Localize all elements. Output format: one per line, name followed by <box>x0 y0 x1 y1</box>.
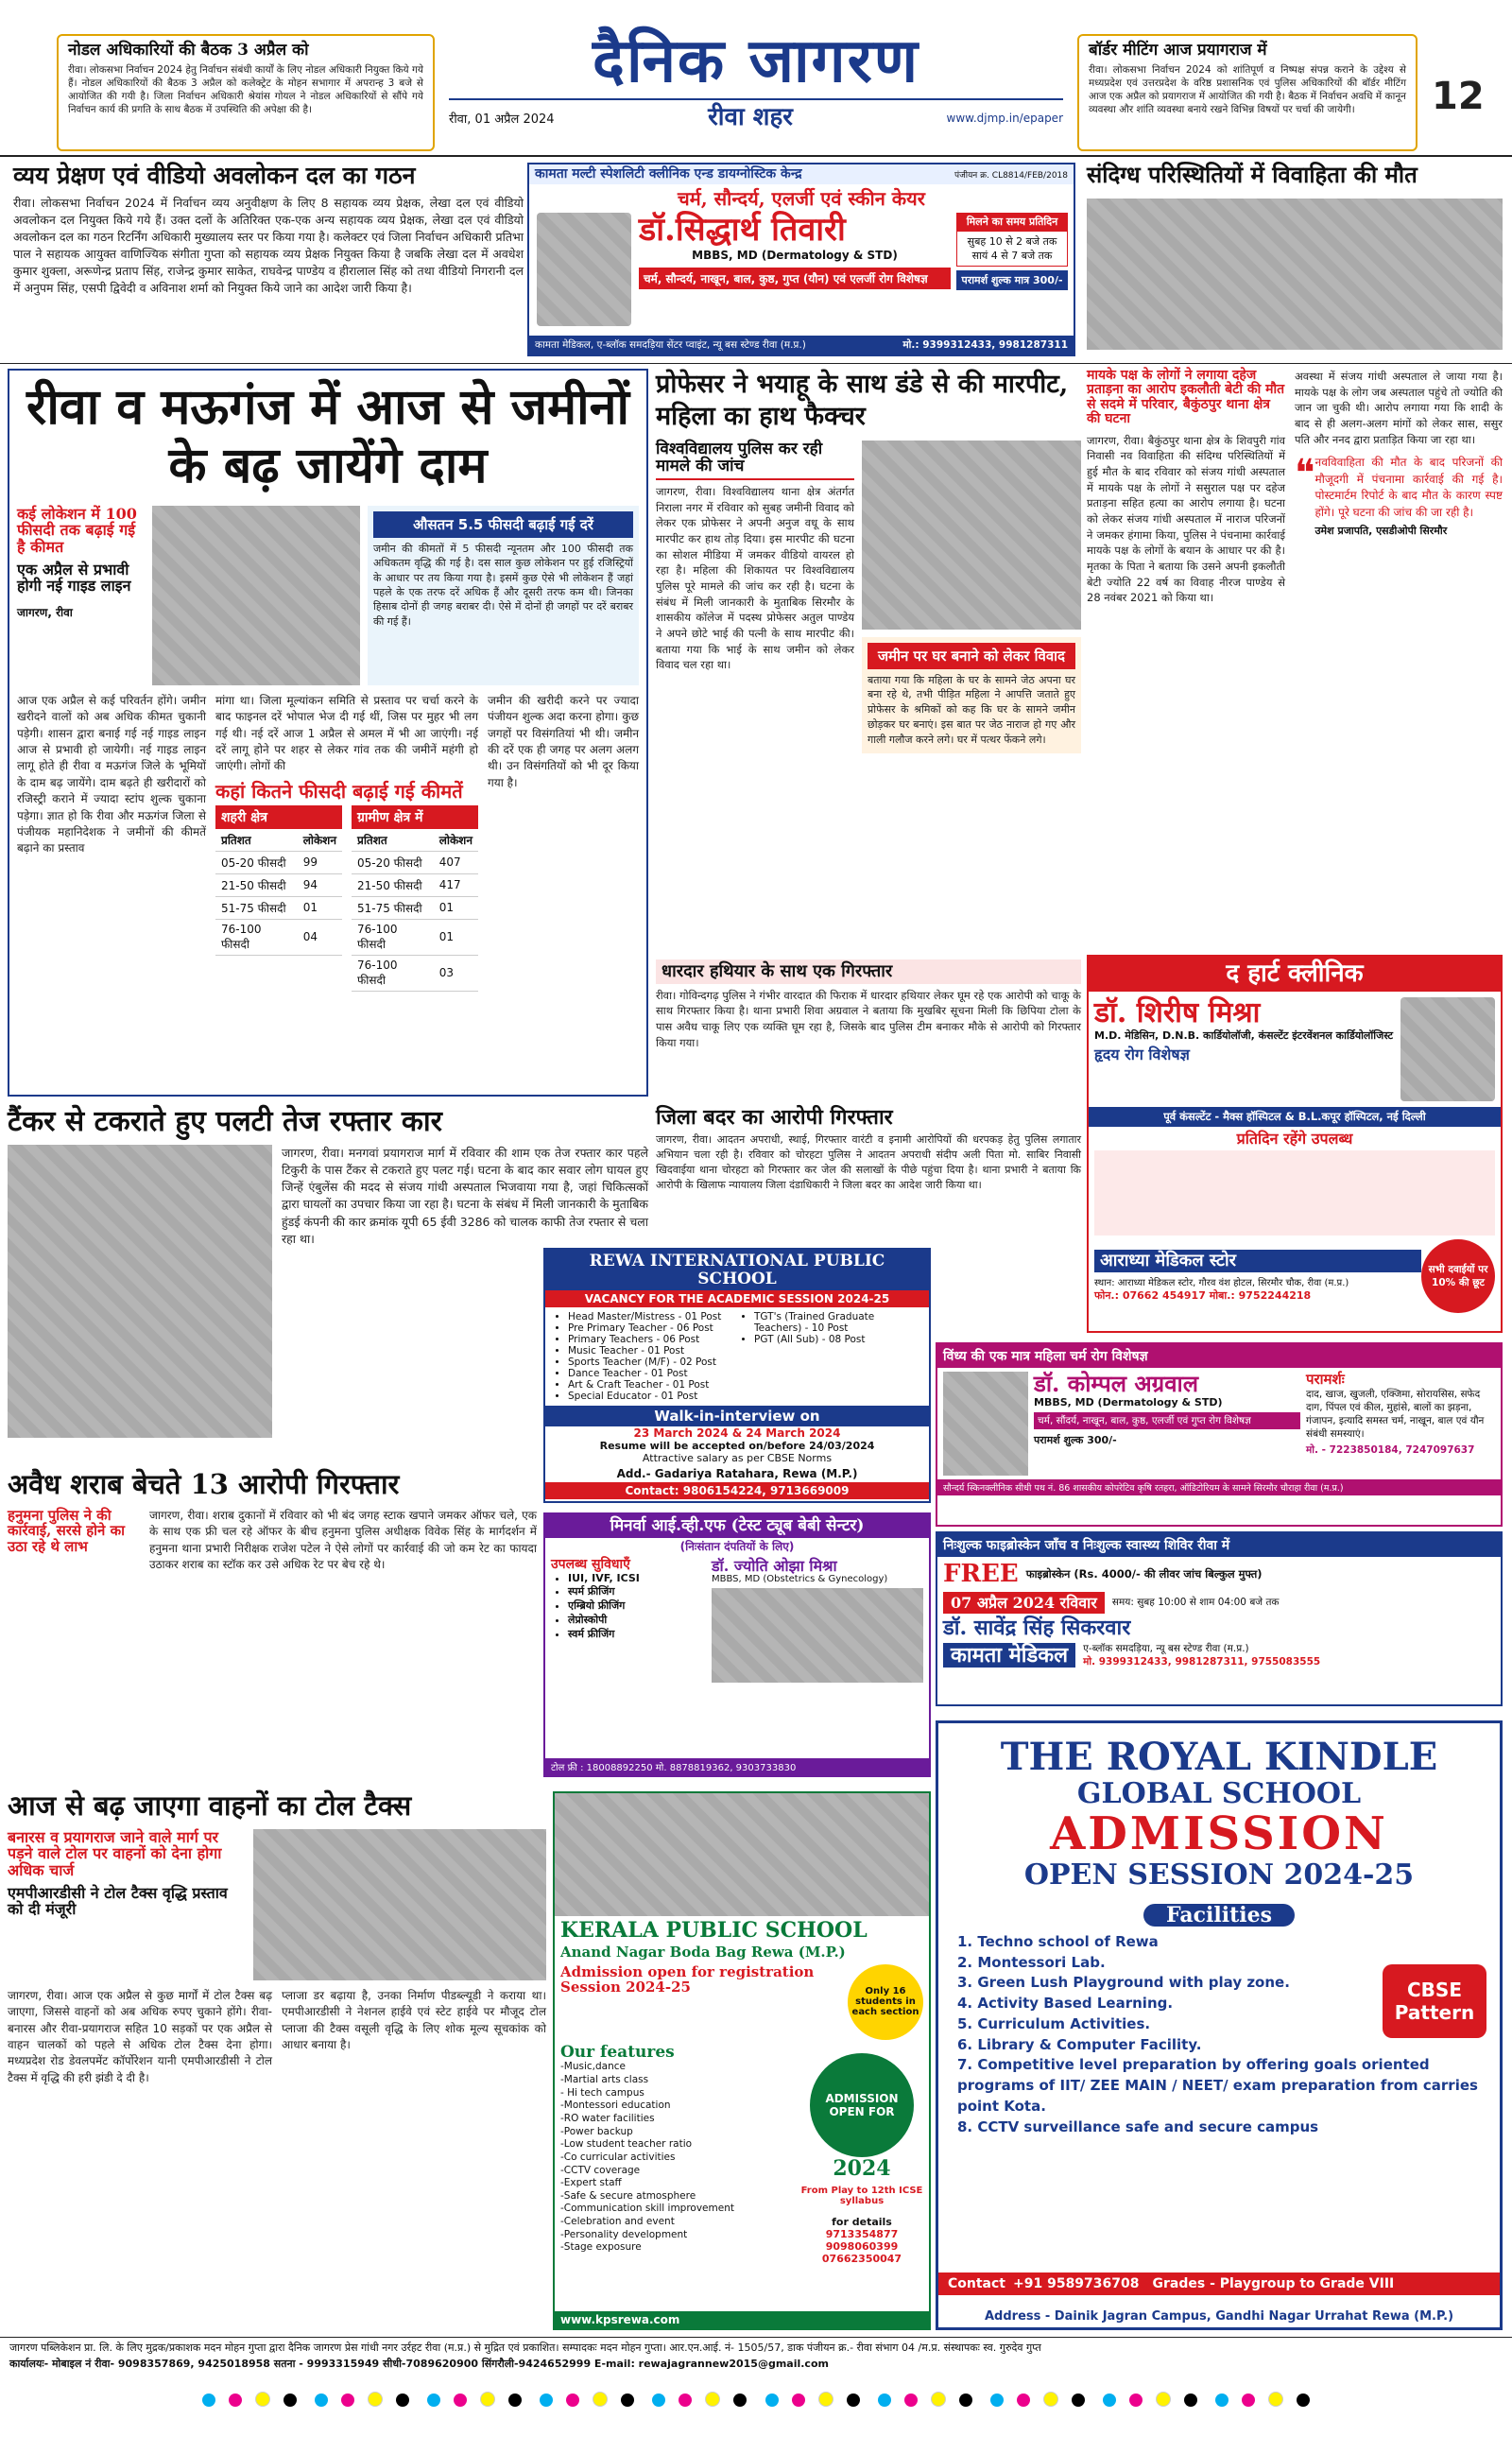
urban-row <box>215 851 342 873</box>
royal-contact: Contact <box>948 2276 1005 2291</box>
story-professor <box>656 369 1081 950</box>
vacancy-post: • PGT (All Sub) - 08 Post <box>754 1334 923 1345</box>
lead-box-body: जमीन की कीमतों में 5 फीसदी न्यूनतम और 100 फीसदी तक अधिकतम वृद्धि की गई है। दस साल कुछ लोकेशन पर हुई रजिस्ट्रियों के आधार पर तय किया गया है। इसमें कुछ ऐसे भी लोकेशन हैं जहां पहले के एक तरफ दरें अधिक हैं और दूसरी तरफ कम थी। जिनका हिसाब दोनों ही जगह बराबर दी। ऐसे में दोनों ही जगहों पर दरें बराबर की गई हैं। <box>373 542 633 628</box>
feature-item: -Montessori education <box>560 2100 671 2112</box>
toll-body-2: प्लाजा डर बढ़ाया है, उनका निर्माण पीडब्ल्यूडी ने कराया था। एमपीआरडीसी ने नेशनल हाईवे एवं स्टेट हाईवे पर मौजूद टोल प्लाजा की टैक्स वसूली वृद्धि के लिए शोक मूल्य सूचकांक को आधार बनाया है। <box>282 1988 546 2052</box>
exile-body: जागरण, रीवा। आदतन अपराधी, स्थाई, गिरफ्तार वारंटी व इनामी आरोपियों की धरपकड़ हेतु पुलिस लगातार अभियान चला रही है। रविवार को चोरहटा पुलिस ने आदतन अपराधी संदीप अली पिता मो. साबिर निवासी खिदवाईया थाना चोरहटा को गिरफ्तार कर जेल की सलाखों के पीछे पहुंचा दिया है। थाना प्रभारी ने बताया कि आरोपी के खिलाफ न्यायालय जिला दंडाधिकारी ने जिला बदर का आदेश जारी किया था। <box>656 1133 1081 1191</box>
heart-discount: सभी दवाईयों पर 10% की छूट <box>1421 1239 1495 1313</box>
camp-phone: मो. 9399312433, 9981287311, 9755083555 <box>1083 1656 1321 1668</box>
ad-skin-clinic <box>527 163 1075 356</box>
facility-item: • स्पर्म फ्रीजिंग <box>568 1584 712 1599</box>
komal-top: विंध्य की एक मात्र महिला चर्म रोग विशेषज्ञ <box>937 1344 1501 1368</box>
rewa-school-contact: Contact: 9806154224, 9713669009 <box>545 1482 929 1499</box>
phone-number: 9098060399 <box>825 2239 899 2253</box>
toll-sub: एमपीआरडीसी ने टोल टैक्स वृद्धि प्रस्ताव को दी मंजूरी <box>8 1883 228 1919</box>
kerala-features <box>560 2061 800 2255</box>
facility-item: 2. Montessori Lab. <box>957 1953 1106 1971</box>
tanker-headline: टैंकर से टकराते हुए पलटी तेज रफ्तार कार <box>8 1105 442 1138</box>
facility-item: • लेप्रोस्कोपी <box>568 1613 712 1627</box>
marriage-body-2: अवस्था में संजय गांधी अस्पताल ले जाया गया है। मायके पक्ष के लोग जब अस्पताल पहुंचे तो ज्योति की जान जा चुकी थी। आरोप लगाया गया कि शादी के बाद से ही अलग-अलग मांगों को लेकर सास, ससुर पति और ननद द्वारा प्रताड़ित किया जा रहा था। <box>1295 370 1503 446</box>
marriage-continued <box>1087 369 1503 955</box>
page-number: 12 <box>1432 75 1485 118</box>
row1-rule <box>0 363 1512 364</box>
marriage-body: जागरण, रीवा। बैकुंठपुर थाना क्षेत्र के शिवपुरी गांव निवासी नव विवाहिता की संदिग्ध परिस्थितियों में हुई मौत के बाद रविवार को संजय गांधी अस्पताल में मायके पक्ष के लोगों ने ससुराल पक्ष पर दहेज प्रताड़ना सहित हत्या का आरोप लगाया है। घटना को लेकर संजय गांधी अस्पताल में नाराज परिजनों ने जमकर हंगामा किया, पुलिस ने पंचनामा कार्रवाई मायके पक्ष के लोगों के बयान के आधार पर की है। मृतका के पिता ने बताया कि उसने अपनी इकलौती बेटी ज्योति 22 वर्ष का विवाह नीरज पाण्डेय से 28 नवंबर 2021 को किया था। <box>1087 433 1285 605</box>
camp-date: 07 अप्रैल 2024 रविवार <box>943 1592 1105 1615</box>
masthead-rule <box>0 155 1512 157</box>
lead-body-3: जमीन की खरीदी करने पर ज्यादा पंजीयन शुल्क अदा करना होगा। कुछ जगहों पर विसंगतियां भी थी। जमीन की दरें एक ही जगह पर अलग अलग थी। उन विसंगतियों को भी दूर किया गया है। <box>488 693 639 789</box>
urban-pct: 05-20 फीसदी <box>215 851 298 873</box>
lead-headline: रीवा व मऊगंज में आज से जमीनों के बढ़ जायेंगे दाम <box>26 378 629 495</box>
urban-pct: 21-50 फीसदी <box>215 873 298 896</box>
komal-addr: सौन्दर्य स्किनक्लीनिक सीधी पथ नं. 86 शासकीय कोपरेटिव कृषि रतहरा, ऑडिटोरियम के सामने सिरमौर चौराहा रीवा (म.प्र.) <box>937 1479 1501 1495</box>
ad-skin-fee: परामर्श शुल्क मात्र 300/- <box>956 270 1068 290</box>
rewa-school-title: REWA INTERNATIONAL PUBLIC SCHOOL <box>545 1250 929 1290</box>
kerala-web[interactable]: www.kpsrewa.com <box>555 2311 929 2328</box>
camp-free: FREE <box>943 1560 1019 1588</box>
story-dharadar <box>656 959 1081 1101</box>
right-brief-body: रीवा। लोकसभा निर्वाचन 2024 को शांतिपूर्ण व निष्पक्ष संपन्न कराने के उद्देश्य से मध्यप्रदेश एवं उत्तरप्रदेश के वरिष्ठ प्रशासनिक एवं पुलिस अधिकारियों की बॉर्डर मीटिंग आज एक अप्रैल को प्रयागराज में आयोजित की गयी है। बैठक में निर्वाचन अवधि में कानून व्यवस्था और शांति व्यवस्था बनाये रखने विभिन्न विषयों पर चर्चा की जायेगी। <box>1089 63 1406 116</box>
heart-doctor: डॉ. शिरीष मिश्रा <box>1094 995 1261 1029</box>
ad-skin-doctor: डॉ.सिद्धार्थ तिवारी <box>639 211 846 250</box>
liquor-headline: अवैध शराब बेचते 13 आरोपी गिरफ्तार <box>8 1468 400 1500</box>
masthead-date: रीवा, 01 अप्रैल 2024 <box>449 112 555 127</box>
phone-number: 9713354877 <box>825 2227 899 2240</box>
rural-pct: 05-20 फीसदी <box>352 851 434 873</box>
phone-number: 07662350047 <box>821 2252 902 2265</box>
marriage-kicker: मायके पक्ष के लोगों ने लगाया दहेज प्रताड़ना का आरोप इकलौती बेटी की मौत से सदमे में परिवार, बैकुंठपुर थाना क्षेत्र की घटना <box>1087 368 1285 427</box>
tanker-photo <box>8 1145 272 1438</box>
feature-item: -RO water facilities <box>560 2112 655 2124</box>
dharadar-body: रीवा। गोविन्दगढ़ पुलिस ने गंभीर वारदात की फिराक में धारदार हथियार लेकर घूम रहे एक आरोपी को चाकू के साथ गिरफ्तार किया है। थाना प्रभारी शिवा अग्रवाल ने बताया कि मुखबिर सूचना मिली कि छिपिया टोला के पास अवैध चाकू लिए एक व्यक्ति घूम रहा है, जिसके बाद पुलिस टीम बनाकर मौके से आरोपी को गिरफ्तार किया गया। <box>656 988 1081 1049</box>
heart-shop-addr: स्थान: आराध्या मेडिकल स्टोर, गौरव वंश होटल, सिरमौर चौक, रीवा (म.प्र.) <box>1094 1278 1349 1289</box>
ad-komal-clinic <box>936 1342 1503 1527</box>
feature-item: -Safe & secure atmosphere <box>560 2189 696 2202</box>
ad-skin-specialty: चर्म, सौन्दर्य, नाखून, बाल, कुष्ठ, गुप्त (यौन) एवं एलर्जी रोग विशेषज्ञ <box>639 268 951 289</box>
ad-skin-clinic-name: कामता मल्टी स्पेशलिटी क्लीनिक एन्ड डायग्नोस्टिक केन्द्र <box>535 166 802 181</box>
minerva-facilities <box>551 1572 712 1641</box>
lead-kicker: कई लोकेशन में 100 फीसदी तक बढ़ाई गई है कीमत <box>17 504 137 556</box>
professor-headline: प्रोफेसर ने भयाहू के साथ डंडे से की मारपीट, महिला का हाथ फैक्चर <box>656 370 1069 431</box>
facility-item: 4. Activity Based Learning. <box>957 1995 1174 2013</box>
heart-degree: M.D. मेडिसिन, D.N.B. कार्डियोलॉजी, कंसल्टेंट इंटरवेंशनल कार्डियोलॉजिस्ट <box>1094 1028 1394 1042</box>
minerva-sub: (निःसंतान दंपतियों के लिए) <box>679 1539 795 1553</box>
toll-body: जागरण, रीवा। आज एक अप्रैल से कुछ मार्गों में टोल टैक्स बढ़ जाएगा, जिससे वाहनों को अब अधिक रुपए चुकाने होंगे। रीवा- बनारस और रीवा-प्रयागराज सहित 10 सड़कों पर एक अप्रैल से वाहन चालकों को पहले से अधिक टोल टैक्स देना होगा। मध्यप्रदेश रोड डेवलपमेंट कॉर्पोरेशन यानी एमपीआरडीसी ने टोल टैक्स में वृद्धि की हरी झंडी दे दी है। <box>8 1988 272 2084</box>
heart-daily: प्रतिदिन रहेंगे उपलब्ध <box>1236 1129 1353 1148</box>
camp-addr: ए-ब्लॉक समदड़िया, न्यू बस स्टेण्ड रीवा (म.प्र.) <box>1083 1643 1249 1655</box>
camp-time: समय: सुबह 10:00 से शाम 04:00 बजे तक <box>1111 1597 1280 1609</box>
professor-box-title: जमीन पर घर बनाने को लेकर विवाद <box>868 643 1075 669</box>
urban-loc: 99 <box>298 851 342 873</box>
lead-photo <box>152 506 360 685</box>
kerala-badge: Only 16 students in each section <box>848 1964 923 2040</box>
urban-loc: 04 <box>298 919 342 955</box>
heart-shop: आराध्या मेडिकल स्टोर <box>1094 1250 1421 1272</box>
urban-pct: 76-100 फीसदी <box>215 919 298 955</box>
lead-dateline: जागरण, रीवा <box>17 605 73 619</box>
professor-box-body: बताया गया कि महिला के घर के सामने जेठ अपना घर बना रहे थे, तभी पीड़ित महिला ने आपत्ति जताते हुए प्रोफेसर के श्रमिकों को कह कि घर के सामने जमीन छोड़कर घर बनाएं। इस बात पर जेठ नाराज हो गए और गाली गलौज करने लगे। घर में पत्थर फेंकने लगे। <box>868 673 1075 747</box>
feature-item: -Low student teacher ratio <box>560 2138 693 2151</box>
urban-row <box>215 896 342 919</box>
rural-row <box>352 955 478 991</box>
feature-item: -Communication skill improvement <box>560 2203 734 2215</box>
imprint-rule <box>0 2337 1512 2338</box>
vacancy-post: • Dance Teacher - 01 Post <box>568 1368 737 1379</box>
vacancy-post: • Head Master/Mistress - 01 Post <box>568 1311 737 1322</box>
kerala-place: Anand Nagar Boda Bag Rewa (M.P.) <box>560 1944 846 1961</box>
left-brief <box>57 34 435 151</box>
komal-photo <box>943 1372 1028 1476</box>
exile-headline: जिला बदर का आरोपी गिरफ्तार <box>656 1105 893 1130</box>
heart-doctor-photo <box>1400 997 1495 1101</box>
story-expense-body: रीवा। लोकसभा निर्वाचन 2024 में निर्वाचन व्यय अनुवीक्षण के लिए 8 सहायक व्यय प्रेक्षक, लेखा दल एवं वीडियो अवलोकन दल नियुक्त किये गये हैं। उक्त दलों के अतिरिक्त एक-एक अन्य सहायक व्यय प्रेक्षक, लेखा दल एवं वीडियो अवलोकन दल का गठन रिटर्निंग अधिकारी मुख्यालय स्तर पर किया गया है। कलेक्टर एवं जिला निर्वाचन अधिकारी प्रतिभा पाल ने सहायक आयुक्त वाणिज्यिक संगीता गुप्ता को सहायक व्यय प्रेक्षक नियुक्त किया है जबकि लेखा दल में अवधेश कुमार शुक्ला, अरूणेन्द्र प्रताप सिंह, राजेन्द्र कुमार साकेत, राघवेन्द्र पाण्डेय व हीरालाल सिंह को तथा वीडियो निगरानी दल में अनुपम सिंह, एसपी द्विवेदी व अविनाश शर्मा को नियुक्त किये जाने का आदेश जारी किया है। <box>13 195 524 296</box>
rewa-school-posts-left <box>551 1311 737 1402</box>
royal-session: OPEN SESSION 2024-25 <box>1023 1858 1415 1892</box>
lead-body-1: आज एक अप्रैल से कई परिवर्तन होंगे। जमीन खरीदने वालों को अब अधिक कीमत चुकानी पड़ेगी। शासन द्वारा बनाई गई नई गाइड लाइन आज से प्रभावी हो जायेगी। नई गाइड लाइन लागू होते ही रीवा व मऊगंज जिले के भूमियों के दाम बढ़ जायेंगे। दाम बढ़ते ही खरीदारों को रजिस्ट्री कराने में ज्यादा स्टांप शुल्क चुकाना पड़ेगा। ज्ञात हो कि रीवा और मऊगंज जिला से पंजीयक महानिदेशक ने जमीनों की कीमतें बढ़ाने का प्रस्ताव <box>17 693 206 855</box>
minerva-phone: टोल फ्री : 18008892250 मो. 8878819362, 9303733830 <box>545 1758 929 1775</box>
kerala-features-label: Our features <box>560 2042 675 2062</box>
marriage-quote: नवविवाहिता की मौत के बाद परिजनों की मौजूदगी में पंचनामा कार्रवाई की गई है। पोस्टमार्टम रिपोर्ट के बाद मौत के कारण स्पष्ट होंगे। पूरे घटना की जांच की जा रही है। <box>1314 456 1503 519</box>
royal-address: Address - Dainik Jagran Campus, Gandhi Nagar Urrahat Rewa (M.P.) <box>984 2309 1454 2324</box>
feature-item: -Stage exposure <box>560 2241 642 2254</box>
story-marriage-headline: संदिग्ध परिस्थितियों में विवाहिता की मौत <box>1087 161 1418 188</box>
facility-item: • IUI, IVF, ICSI <box>568 1572 712 1584</box>
rewa-school-salary: Attractive salary as per CBSE Norms <box>642 1452 833 1465</box>
imprint-line-1: जागरण पब्लिकेशन प्रा. लि. के लिए मुद्रक/प्रकाशक मदन मोहन गुप्ता द्वारा दैनिक जागरण प्रेस गांधी नगर उर्रहट रीवा (म.प्र.) से मुद्रित एवं प्रकाशित। सम्पादकः मदन मोहन गुप्ता। आर.एन.आई. नं- 1505/57, डाक पंजीयन क्र.- रीवा संभाग 04 /म.प्र. संस्थापकः स्व. गुरुदेव गुप्त <box>9 2342 1041 2354</box>
right-brief <box>1077 34 1418 151</box>
rural-row <box>352 919 478 955</box>
facility-item: • एम्ब्रियो फ्रीजिंग <box>568 1599 712 1613</box>
masthead-edition: रीवा शहर <box>708 103 793 132</box>
lead-sub: एक अप्रैल से प्रभावी होगी नई गाइड लाइन <box>17 560 131 596</box>
lead-story <box>8 369 648 1097</box>
feature-item: -Personality development <box>560 2228 688 2240</box>
facility-item: 5. Curriculum Activities. <box>957 2014 1151 2032</box>
royal-grades: Grades - Playgroup to Grade VIII <box>1152 2276 1395 2291</box>
minerva-photo <box>712 1588 923 1683</box>
rewa-school-walkin-date: 23 March 2024 & 24 March 2024 <box>633 1426 841 1441</box>
urban-pct: 51-75 फीसदी <box>215 896 298 919</box>
story-district-exile <box>656 1106 1081 1243</box>
ad-skin-footer <box>529 336 1074 354</box>
rural-loc: 03 <box>434 955 478 991</box>
toll-photo <box>253 1829 546 1980</box>
dharadar-headline: धारदार हथियार के साथ एक गिरफ्तार <box>656 959 1081 984</box>
rural-row <box>352 896 478 919</box>
camp-free-desc: फाइब्रोस्केन (Rs. 4000/- की लीवर जांच बिल्कुल मुफ्त) <box>1025 1566 1263 1581</box>
heart-exp: पूर्व कंसल्टेंट - मैक्स हॉस्पिटल & B.L.कपूर हॉस्पिटल, नई दिल्ली <box>1089 1107 1501 1127</box>
story-liquor <box>8 1470 537 1787</box>
rural-col-pct: प्रतिशत <box>352 829 434 852</box>
marriage-quote-by: उमेश प्रजापति, एसडीओपी सिरमौर <box>1314 524 1448 537</box>
liquor-kicker: हनुमना पुलिस ने की कार्रवाई, सरसे होने का उठा रहे थे लाभ <box>8 1506 126 1555</box>
heart-title: द हार्ट क्लीनिक <box>1089 957 1501 992</box>
feature-item: -Music,dance <box>560 2061 626 2073</box>
kerala-admission: ADMISSION OPEN FOR <box>810 2053 914 2157</box>
ad-royal-kindle <box>936 1720 1503 2330</box>
vacancy-post: • Pre Primary Teacher - 06 Post <box>568 1322 737 1334</box>
rewa-school-walkin: Walk-in-interview on <box>545 1406 929 1426</box>
story-toll <box>8 1791 546 2330</box>
ad-skin-reg: पंजीयन क्र. CL8814/FEB/2018 <box>954 171 1068 181</box>
color-registration-strip <box>0 2392 1512 2414</box>
minerva-doctor: डॉ. ज्योति ओझा मिश्रा <box>712 1556 837 1575</box>
left-brief-body: रीवा। लोकसभा निर्वाचन 2024 हेतु निर्वाचन संबंधी कार्यों के लिए नोडल अधिकारी नियुक्त किये गये हैं। नोडल अधिकारियों की बैठक 3 अप्रैल को कलेक्ट्रेट के मोहन सभागार में अपरान्ह 3 बजे से आयोजित की गयी है। जिला निर्वाचन अधिकारी श्रेयांस गोयल ने नोडल अधिकारियों से सौंपे गये निर्वाचन कार्य की प्रगति के साथ बैठक में उपस्थिति की अपेक्षा की है। <box>68 63 423 116</box>
left-brief-title: नोडल अधिकारियों की बैठक 3 अप्रैल को <box>68 41 309 60</box>
kerala-details-label: for details <box>832 2215 892 2228</box>
ad-free-camp <box>936 1531 1503 1706</box>
professor-body: जागरण, रीवा। विश्वविद्यालय थाना क्षेत्र अंतर्गत निराला नगर में रविवार को सुबह जमीनी विवाद को लेकर एक प्रोफेसर ने अपनी अनुज वधू के साथ मारपीट कर हाथ तोड़ दिया। इस मारपीट की घटना का सोशल मीडिया में जमकर वीडियो वायरल हो रहा है। महिला की शिकायत पर विश्वविद्यालय पुलिस पूरे मामले की जांच कर रही है। घटना के संबंध में मिली जानकारी के मुताबिक सिरमौर के शासकीय कॉलेज में पदस्थ प्रोफेसर अतुल पाण्डेय ने अपने छोटे भाई की पत्नी के साथ मारपीट की। बताया गया कि भाई के साथ जमीन को लेकर विवाद चल रहा था। <box>656 484 854 672</box>
royal-badge: CBSE Pattern <box>1383 1964 1486 2038</box>
vacancy-post: • Sports Teacher (M/F) - 02 Post <box>568 1357 737 1368</box>
feature-item: -Power backup <box>560 2125 633 2137</box>
ad-skin-tagline: चर्म, सौन्दर्य, एलर्जी एवं स्कीन केयर <box>678 187 925 211</box>
minerva-degree: MBBS, MD (Obstetrics & Gynecology) <box>712 1574 888 1585</box>
lead-box-title: औसतन 5.5 फीसदी बढ़ाई गई दरें <box>373 511 633 538</box>
vacancy-post: • Primary Teachers - 06 Post <box>568 1334 737 1345</box>
right-brief-title: बॉर्डर मीटिंग आज प्रयागराज में <box>1089 41 1267 60</box>
ad-minerva-ivf <box>543 1512 931 1777</box>
ad-kerala-school <box>553 1791 931 2330</box>
ad-rewa-school <box>543 1248 931 1503</box>
facility-item: 7. Competitive level preparation by offering goals oriented programs of IIT/ ZEE MAIN / NEET/ exam preparation from carries point Kota. <box>957 2056 1478 2115</box>
rural-loc: 417 <box>434 873 478 896</box>
feature-item: -Celebration and event <box>560 2216 675 2228</box>
story-marriage <box>1087 163 1503 187</box>
rural-loc: 01 <box>434 896 478 919</box>
facility-item: • स्वर्म फ्रीजिंग <box>568 1627 712 1641</box>
rural-col-loc: लोकेशन <box>434 829 478 852</box>
camp-banner: निःशुल्क फाइब्रोस्केन जाँच व निःशुल्क स्वास्थ्य शिविर रीवा में <box>937 1533 1501 1557</box>
heart-spec: हृदय रोग विशेषज्ञ <box>1094 1045 1190 1063</box>
toll-headline: आज से बढ़ जाएगा वाहनों का टोल टैक्स <box>8 1789 412 1822</box>
urban-row <box>215 919 342 955</box>
ad-skin-doctor-photo <box>537 213 631 326</box>
rural-row <box>352 851 478 873</box>
royal-admission: ADMISSION <box>1050 1807 1388 1860</box>
rural-pct: 76-100 फीसदी <box>352 919 434 955</box>
camp-shop: कामता मेडिकल <box>943 1643 1075 1668</box>
quote-icon: ❝ <box>1295 452 1315 496</box>
facility-item: 3. Green Lush Playground with play zone. <box>957 1974 1290 1992</box>
urban-loc: 01 <box>298 896 342 919</box>
komal-degree: MBBS, MD (Dermatology & STD) <box>1034 1396 1223 1409</box>
vacancy-post: • Special Educator - 01 Post <box>568 1391 737 1402</box>
marriage-photo <box>1087 199 1503 350</box>
kerala-year: 2024 <box>833 2155 891 2181</box>
rewa-school-posts-right <box>737 1311 923 1402</box>
imprint-line-2: कार्यालयः- मोबाइल नं रीवा- 9098357869, 9425018958 सतना - 9993315949 सीधी-7089620900 सिंगरौली-9424652999 E-mail: rewajagrannew2015@gmail.com <box>9 2357 829 2370</box>
komal-spec: चर्म, सौंदर्य, नाखून, बाल, कुष्ठ, एलर्जी एवं गुप्त रोग विशेषज्ञ <box>1034 1412 1300 1429</box>
kerala-icse: From Play to 12th ICSE syllabus <box>800 2185 923 2206</box>
rural-loc: 01 <box>434 919 478 955</box>
masthead <box>449 28 1063 142</box>
rural-row <box>352 873 478 896</box>
rural-pct: 76-100 फीसदी <box>352 955 434 991</box>
ad-skin-address: कामता मेडिकल, ए-ब्लॉक समदड़िया सेंटर प्वाइंट, न्यू बस स्टेण्ड रीवा (म.प्र.) <box>535 339 806 351</box>
masthead-title: दैनिक जागरण <box>592 26 920 96</box>
urban-row <box>215 873 342 896</box>
kerala-phones <box>800 2228 923 2265</box>
lead-rural-title: ग्रामीण क्षेत्र में <box>352 805 478 829</box>
lead-urban-title: शहरी क्षेत्र <box>215 805 342 829</box>
ad-heart-clinic <box>1087 955 1503 1333</box>
facility-item: 1. Techno school of Rewa <box>957 1932 1159 1950</box>
feature-item: -CCTV coverage <box>560 2164 641 2176</box>
ad-skin-timing-label: मिलने का समय प्रतिदिन <box>956 213 1068 231</box>
feature-item: -Expert staff <box>560 2177 622 2189</box>
komal-consult-label: परामर्शः <box>1306 1371 1345 1388</box>
vacancy-post: • TGT's (Trained Graduate Teachers) - 10 Post <box>754 1311 923 1334</box>
lead-rural-table <box>352 829 478 992</box>
royal-facilities-label: Facilities <box>1143 1904 1295 1927</box>
urban-col-loc: लोकेशन <box>298 829 342 852</box>
professor-photo <box>862 441 1081 630</box>
feature-item: -Co curricular activities <box>560 2151 676 2163</box>
urban-col-pct: प्रतिशत <box>215 829 298 852</box>
ad-skin-timing: सुबह 10 से 2 बजे तक सायं 4 से 7 बजे तक <box>956 231 1068 267</box>
facility-item: 8. CCTV surveillance safe and secure campus <box>957 2117 1319 2135</box>
rural-pct: 21-50 फीसदी <box>352 873 434 896</box>
kerala-title: KERALA PUBLIC SCHOOL <box>560 1918 868 1943</box>
story-expense-headline: व्यय प्रेक्षण एवं वीडियो अवलोकन दल का गठन <box>13 162 416 189</box>
ad-skin-phone: मो.: 9399312433, 9981287311 <box>902 339 1068 351</box>
heart-services-panel <box>1094 1150 1495 1236</box>
lead-table-title: कहां कितने फीसदी बढ़ाई गई कीमतें <box>215 779 463 803</box>
royal-line2: GLOBAL SCHOOL <box>1076 1777 1362 1810</box>
lead-urban-table <box>215 829 342 956</box>
kerala-session: Admission open for registration Session 2024-25 <box>560 1962 815 1996</box>
royal-phone[interactable]: +91 9589736708 <box>1013 2276 1140 2291</box>
masthead-url[interactable]: www.djmp.in/epaper <box>946 111 1063 125</box>
lead-body-2: मांगा था। जिला मूल्यांकन समिति से प्रस्ताव पर चर्चा करने के बाद फाइनल दरें भोपाल भेज दी गई थीं, जिस पर मुहर भी लग गई थी। नई दरें आज 1 अप्रैल से अमल में भी आ जाएंगी। नई दरें लागू होने पर शहर से लेकर गांव तक की जमीनें महंगी हो जाएंगी। लोगों की <box>215 693 478 773</box>
feature-item: - Hi tech campus <box>560 2086 644 2099</box>
komal-fee: परामर्श शुल्क 300/- <box>1034 1434 1117 1447</box>
komal-consult: दाद, खाज, खुजली, एक्जिमा, सोरायसिस, सफेद दाग, पिंपल एवं कील, मुहांसे, बालों का झड़ना, गंजापन, इत्यादि समस्त चर्म, नाखून, बाल एवं यौन संबंधी समस्याएं। <box>1306 1388 1485 1440</box>
story-expense <box>13 163 524 361</box>
rewa-school-vacancy: VACANCY FOR THE ACADEMIC SESSION 2024-25 <box>545 1290 929 1307</box>
royal-line1: THE ROYAL KINDLE <box>1000 1735 1438 1779</box>
heart-phone: फोन.: 07662 454917 मोबा.: 9752244218 <box>1094 1289 1312 1303</box>
facility-item: 6. Library & Computer Facility. <box>957 2035 1202 2053</box>
imprint <box>9 2341 1503 2372</box>
vacancy-post: • Art & Craft Teacher - 01 Post <box>568 1379 737 1391</box>
rural-pct: 51-75 फीसदी <box>352 896 434 919</box>
tanker-body: जागरण, रीवा। मनगवां प्रयागराज मार्ग में रविवार की शाम एक तेज रफ्तार कार पहले टिकुरी के पास टैंकर से टकराते हुए पलट गई। घटना के बाद कार सवार लोग घायल हुए जिन्हें एंबुलेंस की मदद से संजय गांधी अस्पताल भिजवाया गया है, जहां चिकित्सकों द्वारा घायलों का उपचार किया जा रहा है। घटना के संबंध में मिली जानकारी के मुताबिक हुंडई कंपनी की कार क्रमांक यूपी 65 ईवी 3286 को चालक काफी तेज रफ्तार से चला रहा था। <box>282 1146 648 1246</box>
komal-doctor: डॉ. कोम्पल अग्रवाल <box>1034 1370 1199 1397</box>
liquor-body: जागरण, रीवा। शराब दुकानों में रविवार को भी बंद जगह स्टाक खपाने जमकर ऑफर चले, एक के साथ एक फ्री चल रहे ऑफर के बीच हनुमना पुलिस अधीक्षक विवेक सिंह के मार्गदर्शन में हनुमना थाना प्रभारी निरीक्षक राजेश पटेल ने ऐसे लोगों पर कार्रवाई की जो कम रेट का फायदा उठाकर शराब का स्टॉक कर उसे अधिक रेट पर बेच रहे थे। <box>149 1508 537 1572</box>
rural-loc: 407 <box>434 851 478 873</box>
kerala-photo <box>555 1793 929 1916</box>
vacancy-post: • Music Teacher - 01 Post <box>568 1345 737 1357</box>
minerva-title: मिनर्वा आई.व्ही.एफ (टेस्ट ट्यूब बेबी सेन्टर) <box>545 1514 929 1538</box>
komal-phone: मो. - 7223850184, 7247097637 <box>1306 1443 1475 1456</box>
camp-doctor: डॉ. सावेंद्र सिंह सिकरवार <box>943 1616 1131 1641</box>
minerva-facilities-label: उपलब्ध सुविधाएँ <box>551 1556 630 1572</box>
toll-kicker: बनारस व प्रयागराज जाने वाले मार्ग पर पड़ने वाले टोल पर वाहनों को देना होगा अधिक चार्ज <box>8 1827 222 1880</box>
rewa-school-resume: Resume will be accepted on/before 24/03/2024 <box>599 1440 875 1453</box>
ad-skin-degree: MBBS, MD (Dermatology & STD) <box>692 248 898 262</box>
professor-kicker: विश्वविद्यालय पुलिस कर रही मामले की जांच <box>656 441 854 480</box>
feature-item: -Martial arts class <box>560 2074 649 2086</box>
urban-loc: 94 <box>298 873 342 896</box>
rewa-school-addr: Add.- Gadariya Ratahara, Rewa (M.P.) <box>616 1467 858 1481</box>
